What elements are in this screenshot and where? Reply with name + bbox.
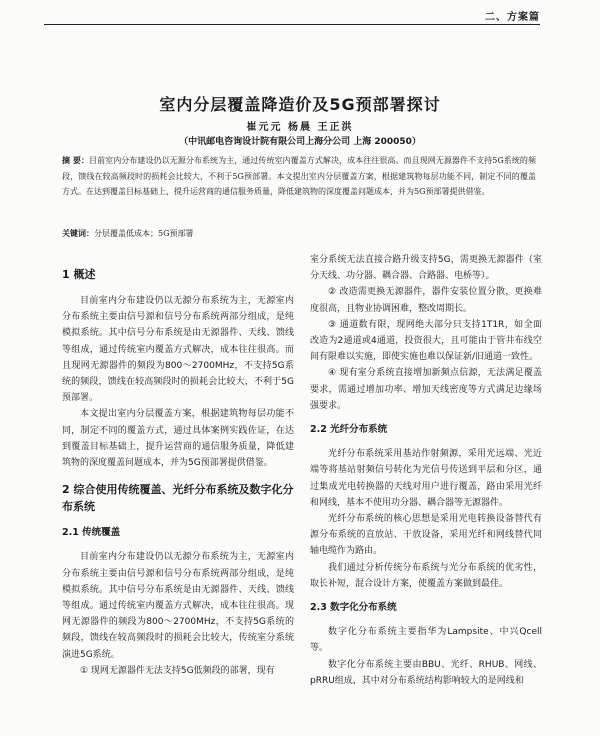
section-2-2-paragraph-2: 光纤分布系统的核心思想是采用光电转换设备替代有源分布系统的直放站、干放设备，采用光纤和网线替代同轴电缆作为路由。	[310, 514, 542, 557]
left-column	[62, 256, 294, 679]
running-header-section: 二、方案篇	[485, 12, 540, 23]
section-2-1-paragraph-1: 目前室内分布建设仍以无源分布系统为主，无源室内分布系统主要由信号源和信号分布系统两部分组成，是纯模拟系统。其中信号分布系统是由无源器件、天线、馈线等组成。通过传统室内覆盖方式解决，成本往往很高。现网无源器件的频段为800～2700MHz，不支持5G系统的频段，馈线在较高频段时的损耗会比较大，传统室分系统演进5G系统。	[62, 552, 294, 660]
keywords-label: 关键词：	[62, 229, 94, 238]
section-1-paragraph-1: 目前室内分布建设仍以无源分布系统为主，无源室内分布系统主要由信号源和信号分布系统两部分组成，是纯模拟系统。其中信号分布系统是由无源器件、天线、馈线等组成，通过传统室内覆盖方式解决，成本往往很高。而且现网无源器件的频段为800～2700MHz，不支持5G系统的频段，馈线在较高频段时的损耗会比较大，不利于5G预部署。	[62, 296, 294, 404]
abstract	[62, 153, 536, 200]
header-rule	[44, 24, 540, 25]
section-2-3-heading: 2.3 数字化分布系统	[310, 602, 397, 614]
right-paragraph-1: 室分系统无法直接合路升级支持5G，需更换无源器件（室分天线、功分器、耦合器、合路器、电桥等）。	[310, 255, 542, 282]
section-2-2-heading: 2.2 光纤分布系统	[310, 424, 388, 436]
abstract-label: 摘 要：	[62, 156, 90, 165]
section-1-paragraph-2: 本文提出室内分层覆盖方案，根据建筑物每层功能不同，制定不同的覆盖方式，通过具体案例实践佐证，在达到覆盖目标基础上，提升运营商的通信服务质量，降低建筑物的深度覆盖问题成本，并为5G预部署提供借鉴。	[62, 409, 294, 469]
right-paragraph-3: ③ 通道数有限，现网绝大部分只支持1T1R，如全面改造为2通道或4通道，投资很大，且可能由于管井布线空间有限难以实施，即使实施也难以保证新/旧通道一致性。	[310, 319, 542, 363]
section-2-3-paragraph-2: 数字化分布系统主要由BBU、光纤、RHUB、网线、pRRU组成，其中对分布系统结构影响较大的是网线和	[310, 659, 542, 686]
paper-title: 室内分层覆盖降造价及5G预部署探讨	[159, 95, 441, 114]
right-column	[310, 252, 542, 689]
abstract-text: 目前室内分布建设仍以无源分布系统为主，通过传统室内覆盖方式解决，成本往往很高。而且现网无源器件不支持5G系统的频段，馈线在较高频段时的损耗会比较大，不利于5G预部署。本文提出室内分层覆盖方案，根据建筑物每层功能不同，制定不同的覆盖方式。在达到覆盖目标基础上，提升运营商的通信服务质量，降低建筑物的深度覆盖问题成本，并为5G预部署提供借鉴。	[62, 156, 536, 196]
affiliation: （中讯邮电咨询设计院有限公司上海分公司 上海 200050）	[179, 137, 421, 147]
section-1-heading: 1 概述	[62, 268, 96, 281]
authors: 崔元元 杨晨 王正洪	[246, 122, 354, 133]
section-2-2-paragraph-3: 我们通过分析传统分布系统与光分布系统的优劣性，取长补短，混合设计方案，使覆盖方案做到最佳。	[310, 562, 542, 589]
section-2-1-heading: 2.1 传统覆盖	[62, 527, 121, 539]
right-paragraph-4: ④ 现有室分系统直接增加新频点信源，无法满足覆盖要求，需通过增加功率、增加天线密度等方式满足边缘场强要求。	[310, 368, 542, 411]
section-2-1-paragraph-2: ① 现网无源器件无法支持5G低频段的部署，现有	[80, 665, 275, 676]
section-2-3-paragraph-1: 数字化分布系统主要指华为Lampsite、中兴Qcell等。	[310, 627, 542, 654]
section-2-heading: 2 综合使用传统覆盖、光纤分布系统及数字化分布系统	[62, 483, 294, 514]
keywords	[62, 228, 536, 239]
keywords-text: 分层覆盖低成本；5G预部署	[94, 229, 194, 238]
section-2-2-paragraph-1: 光纤分布系统采用基站作射频源，采用光远端、光近端等将基站射频信号转化为光信号传送到平层和分区，通过集成光电转换器的天线对用户进行覆盖，路由采用光纤和网线，基本不使用功分器、耦合器等无源器件。	[310, 449, 542, 508]
right-paragraph-2: ② 改造需更换无源器件，器件安装位置分散，更换难度很高，且物业协调困难，整改周期长。	[310, 287, 542, 314]
